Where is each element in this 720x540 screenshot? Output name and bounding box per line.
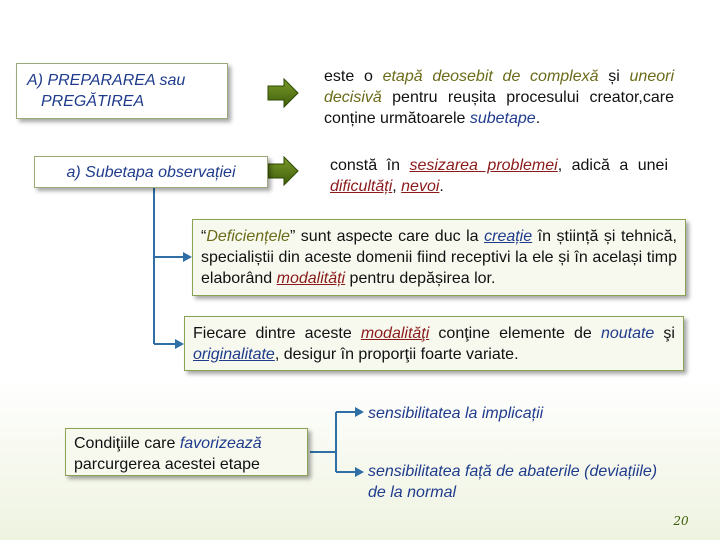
observation-substage-box [34,156,268,188]
conditions-box: Condiţiile care favorizează parcurgerea acestei etape [65,428,308,476]
condition-item-1: sensibilitatea la implicații [368,405,544,422]
emph-originality: originalitate [193,346,275,363]
arrow-2-icon [268,157,298,185]
emph-favors: favorizează [179,435,262,452]
emph-modalities: modalități [276,270,346,287]
emph-decisive: uneori decisivă [324,68,675,106]
modalities-box: Fiecare dintre aceste modalităţi conţine elemente de noutate şi originalitate, desigur în proporţii foarte variate. [184,316,684,371]
emph-novelty: noutate [600,325,655,342]
observation-substage-label: a) Subetapa observației [66,164,236,181]
emph-difficulty: dificultăți [330,178,393,195]
connector-head-2-icon [175,339,184,349]
branch-head-2-icon [355,467,364,477]
arrow-1-icon [268,79,298,107]
stage-a-title-line1: A) PREPARAREA sau [27,72,186,89]
emph-need: nevoi [401,178,440,195]
emph-substages: subetape [469,110,536,127]
observation-description: constă în sesizarea problemei, adică a unei dificultăți, nevoi. [330,157,669,195]
condition-item-2: sensibilitatea față de abaterile (deviațiile) de la normal [368,463,658,501]
emph-modalities-2: modalităţi [360,325,430,342]
deficiencies-box: “Deficiențele” sunt aspecte care duc la creație în știință și tehnică, specialiștii din aceste domenii fiind receptivi la ele și în același timp elaborând modalități pentru depășirea lor. [192,219,686,296]
emph-complex: etapă deosebit de complexă [382,68,599,85]
stage-a-box [16,63,228,119]
emph-deficiencies: Deficiențele [206,228,290,245]
connector-head-1-icon [183,252,192,262]
branch-head-1-icon [355,407,364,417]
emph-creation: creație [484,228,533,245]
stage-a-description: este o etapă deosebit de complexă și uneori decisivă pentru reușita procesului creator,care conține următoarele subetape. [324,68,675,127]
page-number: 20 [673,514,689,528]
stage-a-title-line2: PREGĂTIREA [41,93,145,110]
emph-problem: sesizarea problemei [409,157,558,174]
